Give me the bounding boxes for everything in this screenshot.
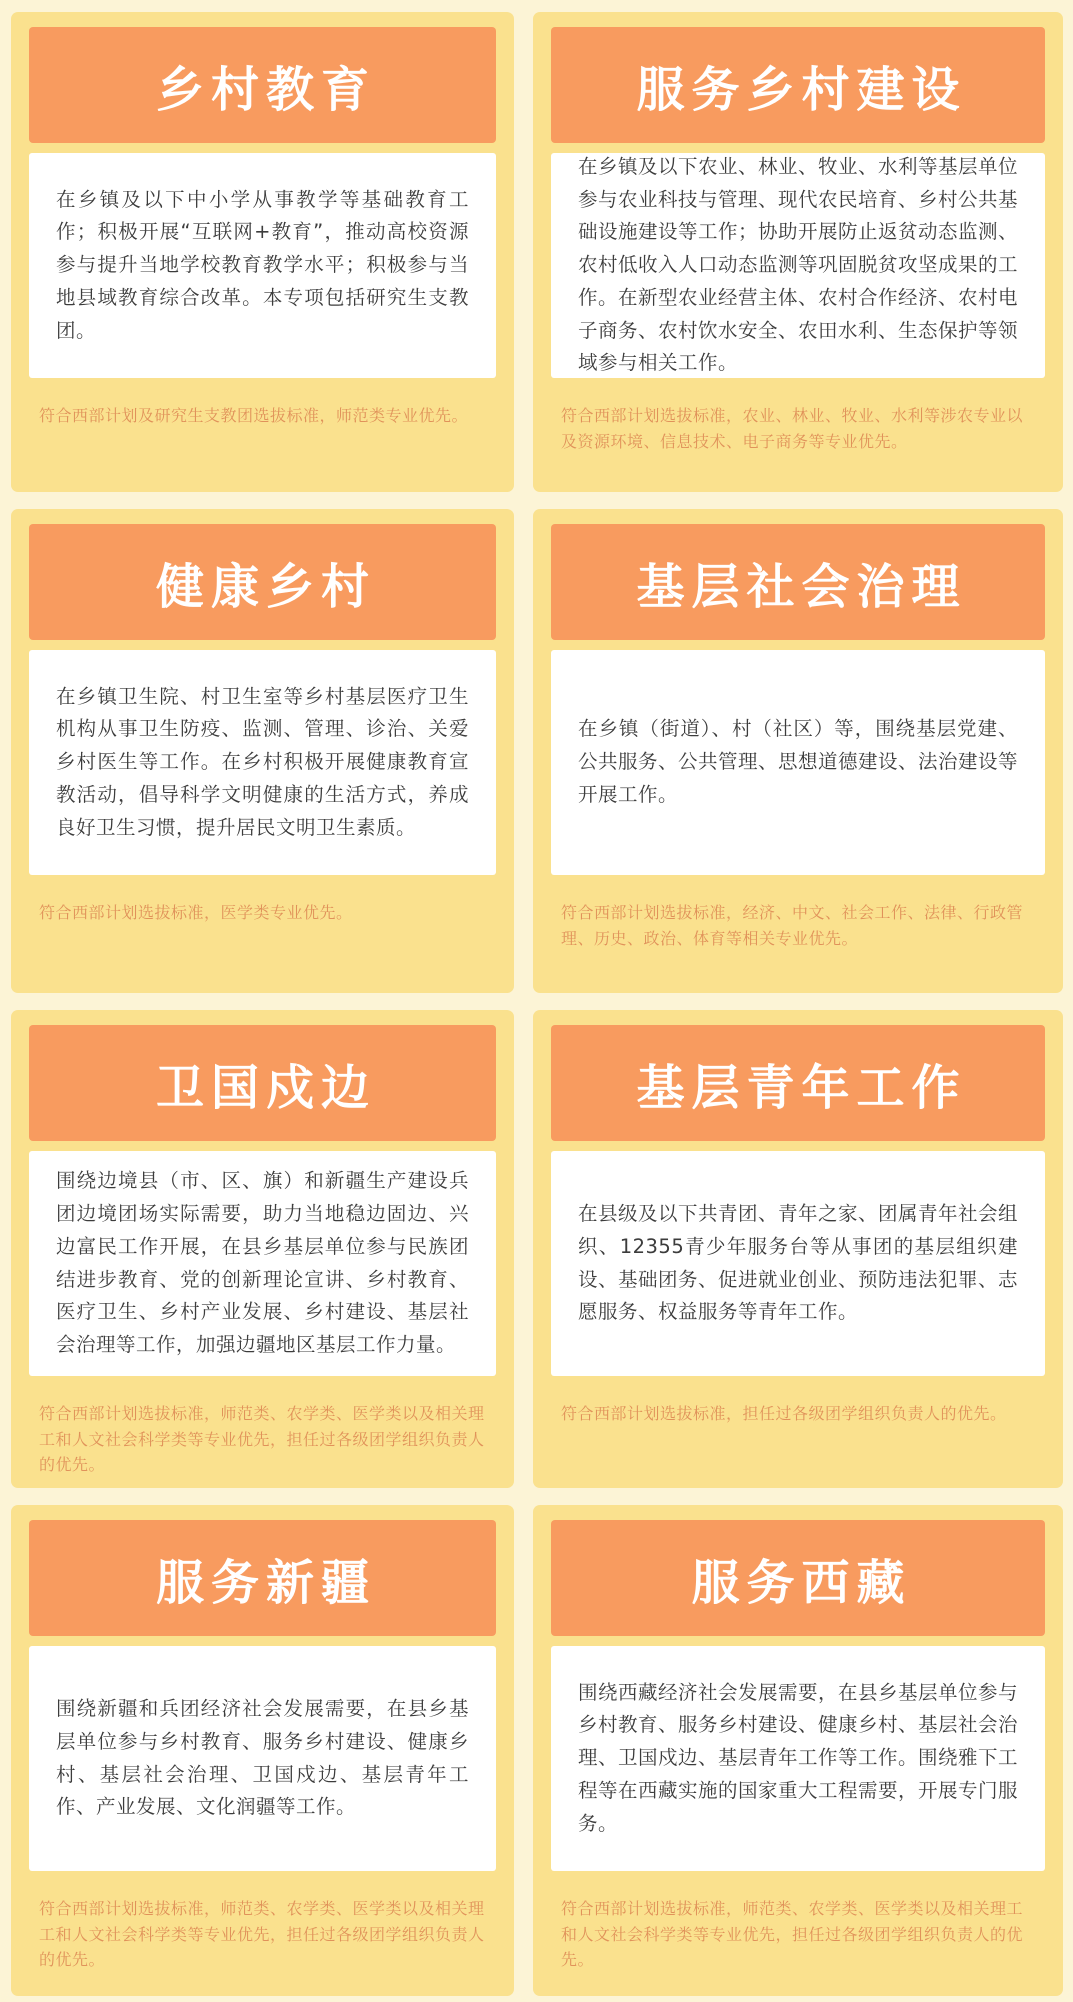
card-eligibility-note: 符合西部计划选拔标准，农业、林业、牧业、水利等涉农专业以及资源环境、信息技术、电子商务等专业优先。 (561, 406, 1024, 451)
card-header (29, 1025, 496, 1141)
program-card-serve-xinjiang (11, 1505, 514, 1996)
card-eligibility-note: 符合西部计划及研究生支教团选拔标准，师范类专业优先。 (39, 406, 469, 425)
card-title: 服务西藏 (691, 1554, 912, 1611)
card-description: 在乡镇及以下农业、林业、牧业、水利等基层单位参与农业科技与管理、现代农民培育、乡村公共基础设施建设等工作；协助开展防止返贫动态监测、农村低收入人口动态监测等巩固脱贫攻坚成果的工作。在新型农业经营主体、农村合作经济、农村电子商务、农村饮水安全、农田水利、生态保护等领域参与相关工作。 (578, 154, 1019, 375)
card-body (29, 1151, 496, 1376)
card-title: 健康乡村 (155, 558, 376, 615)
card-description: 在乡镇（街道）、村（社区）等，围绕基层党建、公共服务、公共管理、思想道德建设、法治建设等开展工作。 (578, 717, 1019, 806)
program-card-grassroots-governance (533, 509, 1063, 993)
program-card-serve-tibet (533, 1505, 1063, 1996)
card-description: 围绕边境县（市、区、旗）和新疆生产建设兵团边境团场实际需要，助力当地稳边固边、兴边富民工作开展，在县乡基层单位参与民族团结进步教育、党的创新理论宣讲、乡村教育、医疗卫生、乡村产业发展、乡村建设、基层社会治理等工作，加强边疆地区基层工作力量。 (56, 1169, 469, 1356)
card-eligibility-note: 符合西部计划选拔标准，经济、中文、社会工作、法律、行政管理、历史、政治、体育等相关专业优先。 (561, 903, 1024, 948)
program-card-healthy-village (11, 509, 514, 993)
program-card-rural-construction (533, 12, 1063, 492)
card-header (551, 27, 1045, 143)
card-header (29, 1520, 496, 1636)
card-title: 卫国戍边 (155, 1059, 376, 1116)
card-body (29, 650, 496, 875)
card-body (29, 153, 496, 378)
card-eligibility-note: 符合西部计划选拔标准，医学类专业优先。 (39, 903, 353, 922)
card-eligibility-note: 符合西部计划选拔标准，师范类、农学类、医学类以及相关理工和人文社会科学类等专业优先，担任过各级团学组织负责人的优先。 (39, 1404, 485, 1475)
program-card-rural-education (11, 12, 514, 492)
card-description: 在乡镇卫生院、村卫生室等乡村基层医疗卫生机构从事卫生防疫、监测、管理、诊治、关爱乡村医生等工作。在乡村积极开展健康教育宣教活动，倡导科学文明健康的生活方式，养成良好卫生习惯，提升居民文明卫生素质。 (56, 684, 469, 839)
card-description: 围绕西藏经济社会发展需要，在县乡基层单位参与乡村教育、服务乡村建设、健康乡村、基层社会治理、卫国戍边、基层青年工作等工作。围绕雅下工程等在西藏实施的国家重大工程需要，开展专门服务。 (578, 1680, 1019, 1835)
card-title: 乡村教育 (155, 61, 376, 118)
card-body (551, 650, 1045, 875)
program-card-grassroots-youth-work (533, 1010, 1063, 1488)
card-eligibility-note: 符合西部计划选拔标准，师范类、农学类、医学类以及相关理工和人文社会科学类等专业优先，担任过各级团学组织负责人的优先。 (39, 1899, 485, 1970)
card-body (551, 1151, 1045, 1376)
card-header (29, 524, 496, 640)
card-eligibility-note: 符合西部计划选拔标准，师范类、农学类、医学类以及相关理工和人文社会科学类等专业优先，担任过各级团学组织负责人的优先。 (561, 1899, 1024, 1970)
card-header (29, 27, 496, 143)
card-description: 在乡镇及以下中小学从事教学等基础教育工作；积极开展“互联网+教育”，推动高校资源参与提升当地学校教育教学水平；积极参与当地县域教育综合改革。本专项包括研究生支教团。 (56, 187, 469, 342)
card-header (551, 524, 1045, 640)
card-description: 在县级及以下共青团、青年之家、团属青年社会组织、12355青少年服务台等从事团的基层组织建设、基础团务、促进就业创业、预防违法犯罪、志愿服务、权益服务等青年工作。 (578, 1202, 1019, 1324)
card-title: 基层社会治理 (636, 558, 967, 615)
card-body (551, 1646, 1045, 1871)
card-description: 围绕新疆和兵团经济社会发展需要，在县乡基层单位参与乡村教育、服务乡村建设、健康乡村、基层社会治理、卫国戍边、基层青年工作、产业发展、文化润疆等工作。 (56, 1697, 469, 1819)
card-eligibility-note: 符合西部计划选拔标准，担任过各级团学组织负责人的优先。 (561, 1404, 1007, 1423)
card-body (29, 1646, 496, 1871)
card-header (551, 1025, 1045, 1141)
card-title: 服务乡村建设 (636, 61, 967, 118)
program-card-border-defense (11, 1010, 514, 1488)
card-header (551, 1520, 1045, 1636)
card-title: 服务新疆 (155, 1554, 376, 1611)
card-title: 基层青年工作 (636, 1059, 967, 1116)
card-body (551, 153, 1045, 378)
